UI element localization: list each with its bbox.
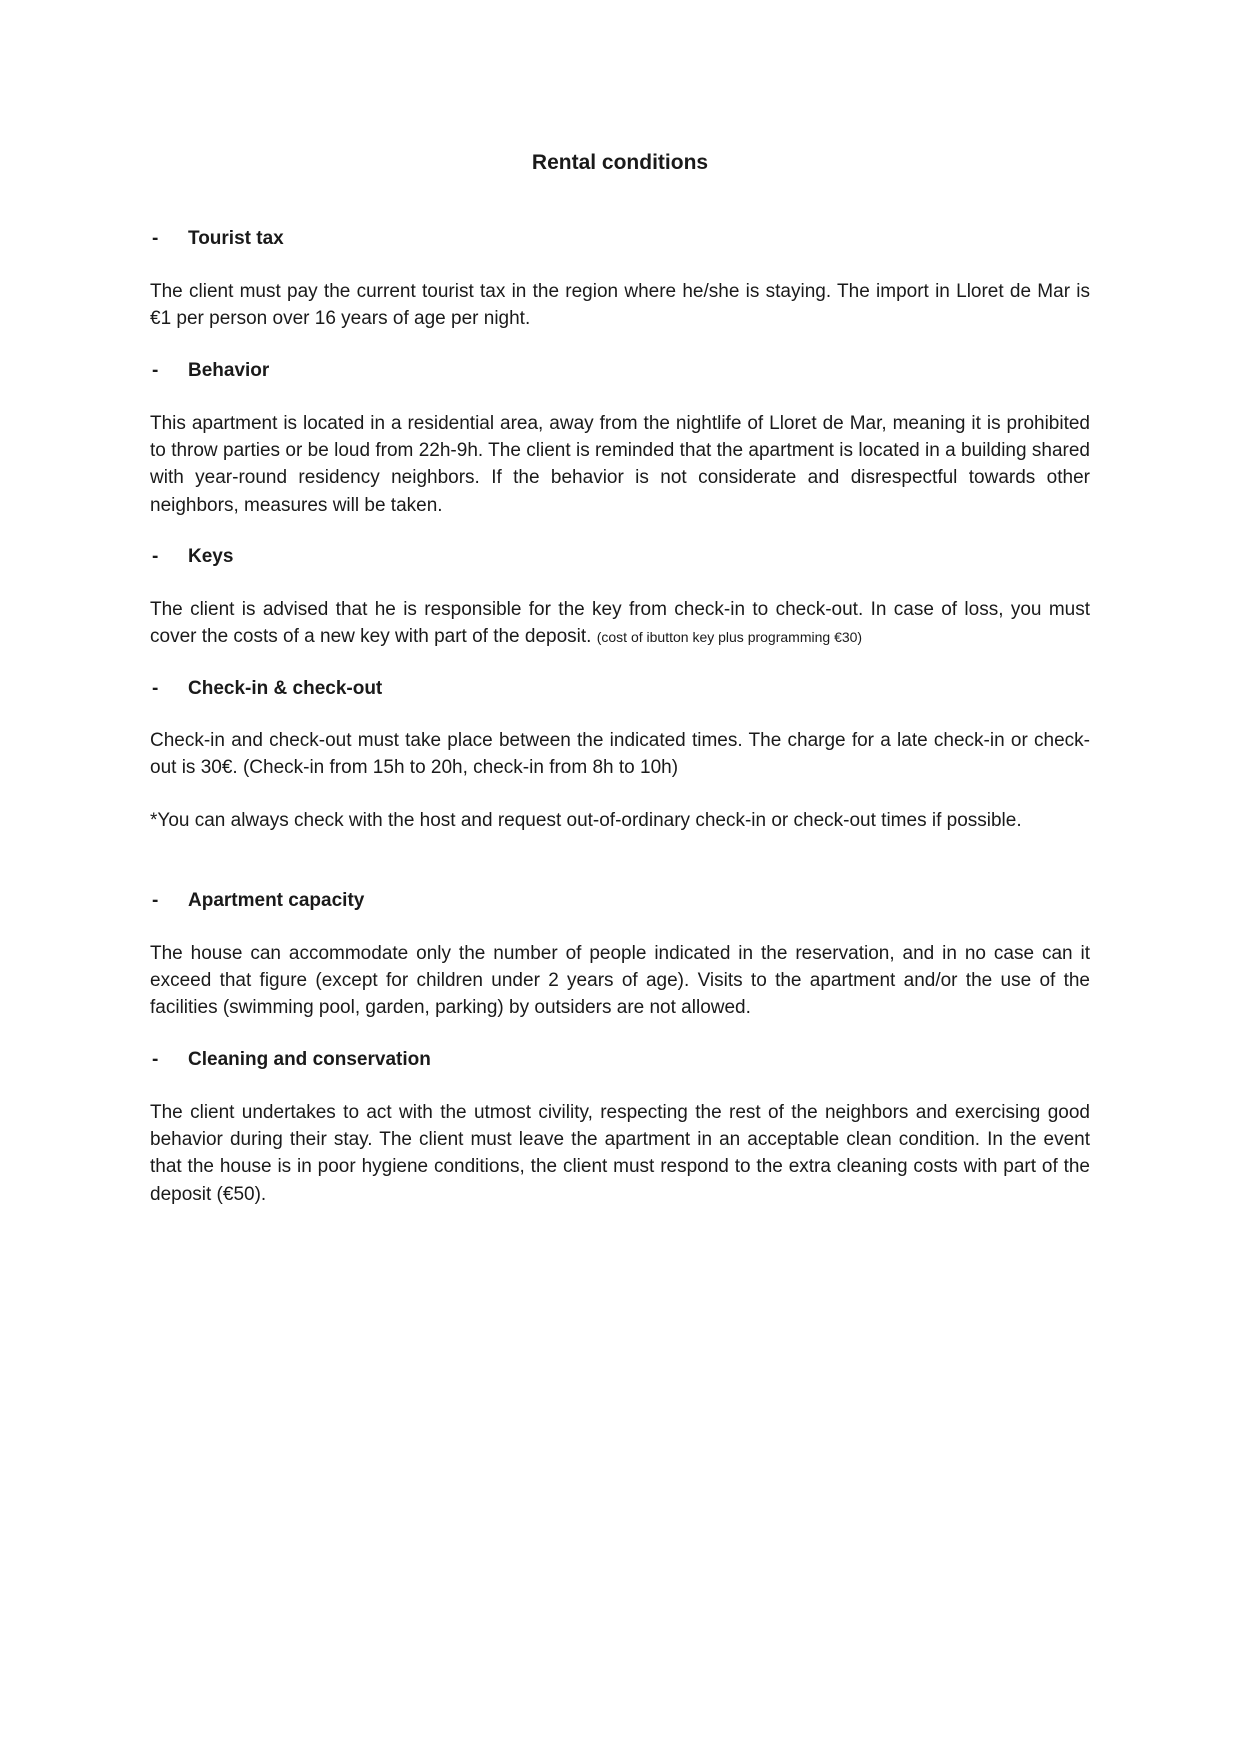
paragraph-tourist-tax: The client must pay the current tourist tax in the region where he/she is staying. The import in Lloret de Mar is €1 per person over 16 years of age per night. bbox=[150, 281, 1090, 330]
section-heading-text: Cleaning and conservation bbox=[188, 1049, 431, 1070]
section-heading-text: Behavior bbox=[188, 360, 270, 381]
section-heading-text: Keys bbox=[188, 546, 234, 567]
paragraph-check-in-times: Check-in and check-out must take place between the indicated times. The charge for a late check-in or check-out is 30€. (Check-in from 15h to 20h, check-in from 8h to 10h) bbox=[150, 730, 1090, 779]
paragraph-check-in-note: *You can always check with the host and request out-of-ordinary check-in or check-out times if possible. bbox=[150, 810, 1022, 831]
bullet-dash: - bbox=[152, 546, 159, 567]
page-title: Rental conditions bbox=[531, 151, 709, 174]
section-heading-text: Apartment capacity bbox=[188, 890, 365, 911]
section-heading-text: Check-in & check-out bbox=[188, 678, 383, 699]
bullet-dash: - bbox=[152, 678, 159, 699]
paragraph-behavior: This apartment is located in a residential area, away from the nightlife of Lloret de Mar, meaning it is prohibited to throw parties or be loud from 22h-9h. The client is reminded that the apartment is located in a building shared with year-round residency neighbors. If the behavior is not considerate and disrespectful towards other neighbors, measures will be taken. bbox=[150, 413, 1090, 516]
paragraph-cleaning-and-conservation: The client undertakes to act with the utmost civility, respecting the rest of the neighbors and exercising good behavior during their stay. The client must leave the apartment in an acceptable clean condition. In the event that the house is in poor hygiene conditions, the client must respond to the extra cleaning costs with part of the deposit (€50). bbox=[150, 1102, 1090, 1205]
paragraph-keys-text: The client is advised that he is responsible for the key from check-in to check-out. In case of loss, you must cover the costs of a new key with part of the deposit. bbox=[150, 599, 1090, 648]
paragraph-keys-note: (cost of ibutton key plus programming €30) bbox=[596, 629, 863, 646]
bullet-dash: - bbox=[152, 1049, 159, 1070]
paragraph-keys bbox=[150, 596, 1090, 651]
bullet-dash: - bbox=[152, 228, 159, 249]
section-heading-text: Tourist tax bbox=[188, 228, 284, 249]
paragraph-apartment-capacity: The house can accommodate only the number of people indicated in the reservation, and in no case can it exceed that figure (except for children under 2 years of age). Visits to the apartment and/or the use of the facilities (swimming pool, garden, parking) by outsiders are not allowed. bbox=[150, 943, 1090, 1019]
bullet-dash: - bbox=[152, 890, 159, 911]
bullet-dash: - bbox=[152, 360, 159, 381]
